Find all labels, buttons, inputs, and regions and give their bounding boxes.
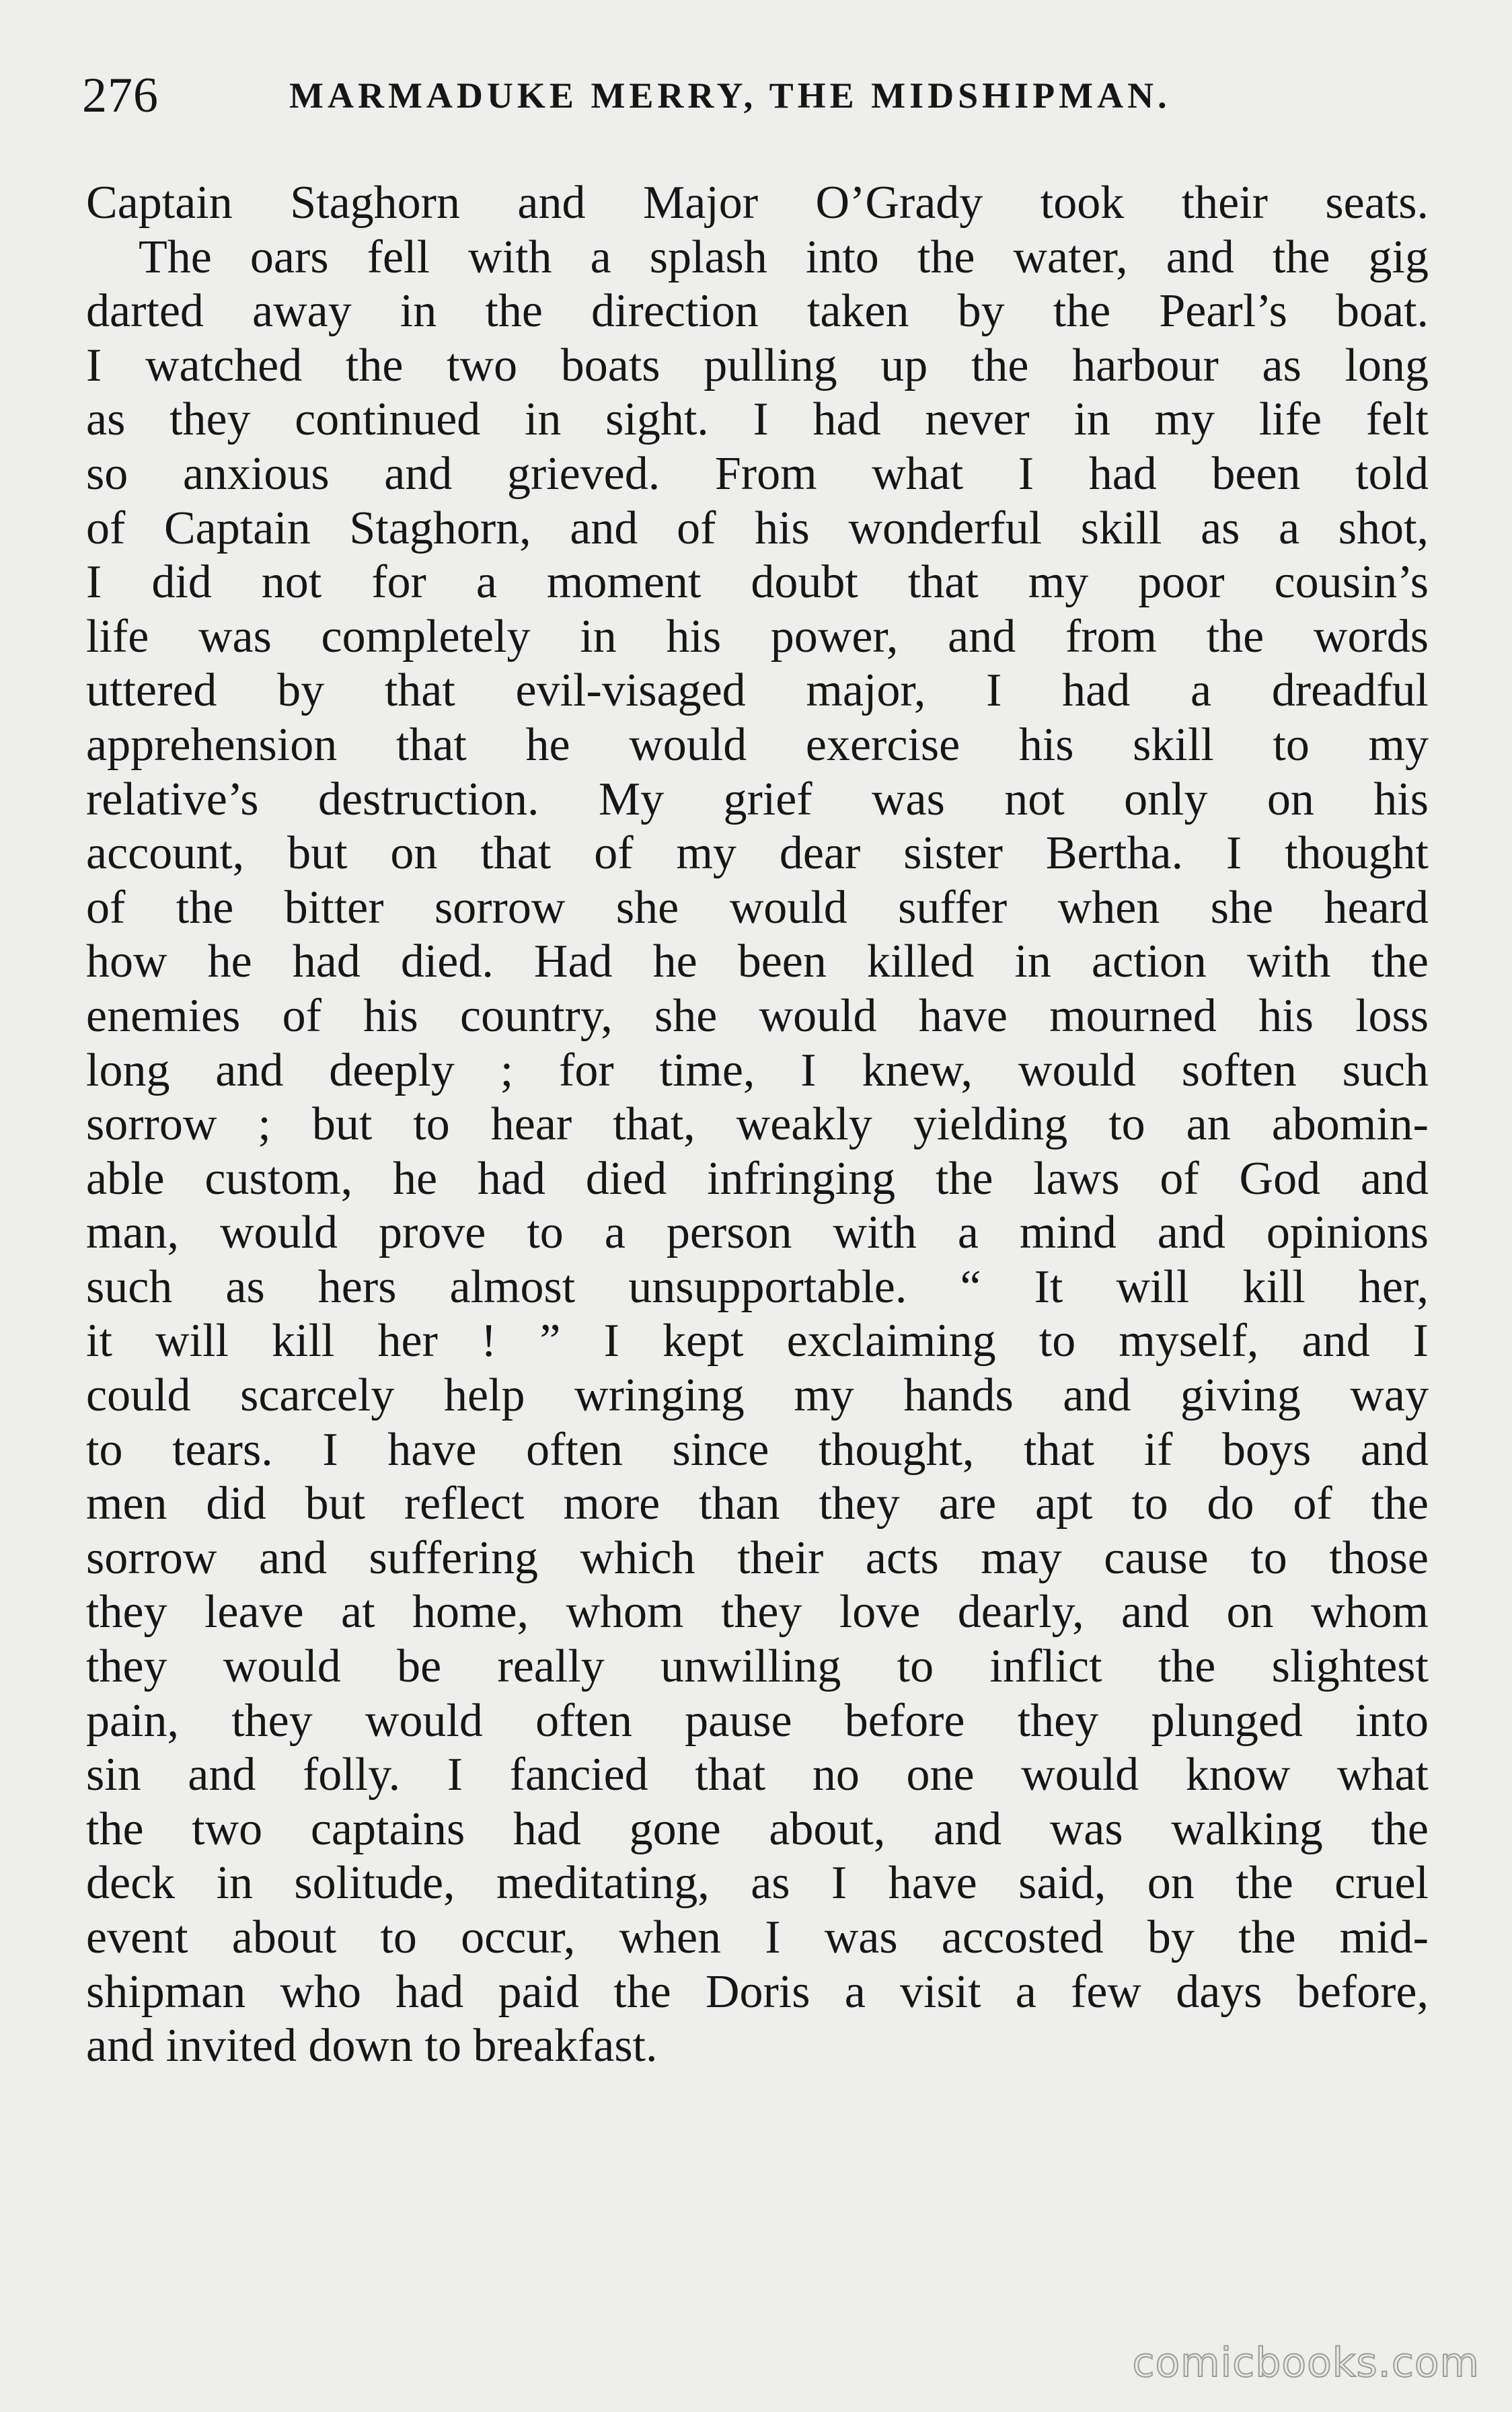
text-line: account, but on that of my dear sister Bertha. I thought — [86, 827, 1429, 880]
text-line: the two captains had gone about, and was walking the — [86, 1803, 1429, 1855]
text-line: enemies of his country, she would have mourned his loss — [86, 989, 1429, 1042]
text-line: I did not for a moment doubt that my poor cousin’s — [86, 556, 1429, 609]
text-line: such as hers almost unsupportable. “ It will kill her, — [86, 1260, 1429, 1313]
text-line: sorrow and suffering which their acts may cause to those — [86, 1532, 1429, 1584]
text-line: life was completely in his power, and from the words — [86, 610, 1429, 663]
text-line: to tears. I have often since thought, that if boys and — [86, 1423, 1429, 1476]
text-line: men did but reflect more than they are apt to do of the — [86, 1478, 1429, 1530]
watermark: comicbooks.com — [1132, 2339, 1480, 2386]
text-line: they leave at home, whom they love dearly, and on whom — [86, 1586, 1429, 1638]
text-line: event about to occur, when I was accosted by the mid- — [86, 1912, 1429, 1963]
text-line: so anxious and grieved. From what I had been told — [86, 447, 1429, 500]
body-text — [86, 176, 1429, 2074]
text-line: uttered by that evil-visaged major, I had a dreadful — [86, 665, 1429, 717]
text-line: how he had died. Had he been killed in action with the — [86, 936, 1429, 988]
text-line: Captain Staghorn and Major O’Grady took their seats. — [86, 177, 1429, 229]
text-line: it will kill her ! ” I kept exclaiming to myself, and I — [86, 1315, 1429, 1367]
text-line: relative’s destruction. My grief was not only on his — [86, 773, 1429, 825]
text-line: darted away in the direction taken by the Pearl’s boat. — [86, 285, 1429, 338]
running-title: MARMADUKE MERRY, THE MIDSHIPMAN. — [289, 75, 1171, 116]
text-line: able custom, he had died infringing the laws of God and — [86, 1152, 1429, 1205]
text-line: apprehension that he would exercise his skill to my — [86, 718, 1429, 771]
text-line: of Captain Staghorn, and of his wonderful skill as a shot, — [86, 502, 1429, 554]
text-line: sin and folly. I fancied that no one would know what — [86, 1749, 1429, 1801]
text-line: as they continued in sight. I had never in my life felt — [86, 393, 1429, 446]
text-line: they would be really unwilling to inflict the slightest — [86, 1641, 1429, 1693]
page-header — [82, 62, 1447, 129]
text-line: I watched the two boats pulling up the harbour as long — [86, 339, 1429, 391]
text-line: man, would prove to a person with a mind and opinions — [86, 1207, 1429, 1259]
text-line: long and deeply ; for time, I knew, would soften such — [86, 1044, 1429, 1096]
text-line: shipman who had paid the Doris a visit a few days before, — [86, 1965, 1429, 2018]
text-line: The oars fell with a splash into the water, and the gig — [139, 231, 1429, 283]
text-line: could scarcely help wringing my hands and giving way — [86, 1369, 1429, 1422]
text-line: of the bitter sorrow she would suffer when she heard — [86, 881, 1429, 934]
text-line: pain, they would often pause before they plunged into — [86, 1694, 1429, 1747]
text-line: deck in solitude, meditating, as I have said, on the cruel — [86, 1857, 1429, 1910]
text-line: sorrow ; but to hear that, weakly yielding to an abomin- — [86, 1098, 1429, 1151]
page-number: 276 — [82, 68, 159, 123]
text-line: and invited down to breakfast. — [86, 2020, 658, 2072]
